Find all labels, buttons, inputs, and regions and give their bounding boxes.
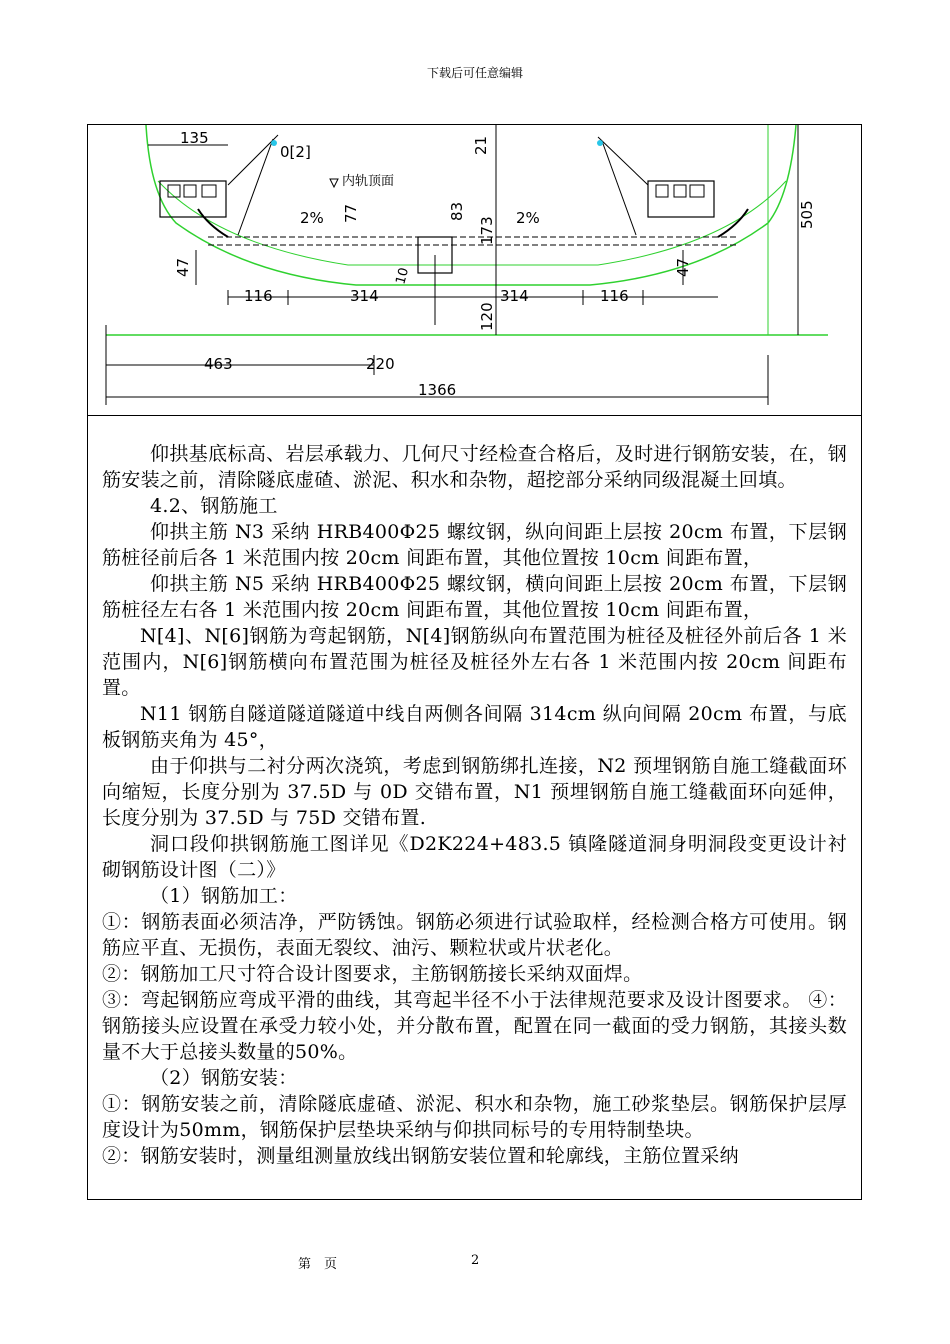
paragraph-4: 仰拱主筋 N5 采纳 HRB400Φ25 螺纹钢，横向间距上层按 20cm 布置，下层钢筋桩径左右各 1 米范围内按 20cm 间距布置，其他位置按 10cm 间距布置，	[102, 573, 847, 621]
cyan-mark-left	[271, 140, 277, 146]
label-463: 463	[204, 355, 233, 373]
ditch-left-box1	[168, 185, 180, 197]
label-173: 173	[478, 216, 496, 245]
paragraph-15: ②：钢筋安装时，测量组测量放线出钢筋安装位置和轮廓线，主筋位置采纳	[102, 1145, 739, 1167]
label-02: 0[2]	[280, 143, 311, 161]
page-number: 2	[471, 1253, 480, 1268]
cad-drawing	[88, 125, 861, 416]
paragraph-9: （1）钢筋加工：	[150, 885, 298, 907]
paragraph-10: ①：钢筋表面必须洁净，严防锈蚀。钢筋必须进行试验取样，经检测合格方可使用。钢筋应平直、无损伤，表面无裂纹、油污、颗粒状或片状老化。	[102, 911, 847, 959]
document-frame	[87, 124, 862, 1200]
label-116-right: 116	[600, 287, 629, 305]
cyan-mark-right	[597, 140, 603, 146]
paragraph-3: 仰拱主筋 N3 采纳 HRB400Φ25 螺纹钢，纵向间距上层按 20cm 布置，下层钢筋桩径前后各 1 米范围内按 20cm 间距布置，其他位置按 10cm 间距布置，	[102, 521, 847, 569]
paragraph-7: 由于仰拱与二衬分两次浇筑，考虑到钢筋绑扎连接，N2 预埋钢筋自施工缝截面环向缩短，长度分别为 37.5D 与 0D 交错布置，N1 预埋钢筋自施工缝截面环向延伸，长度分别为 37.5D 与 75D 交错布置.	[102, 755, 847, 829]
invert-top-line	[158, 181, 786, 265]
ditch-right-box3	[690, 185, 704, 197]
label-314-left: 314	[350, 287, 379, 305]
page-label: 第 页	[298, 1257, 338, 1272]
body-text	[88, 441, 861, 1169]
paragraph-2: 4.2、钢筋施工	[150, 495, 278, 517]
label-47-right: 47	[674, 257, 692, 277]
ditch-right-box1	[656, 185, 668, 197]
label-pct-left: 2%	[300, 209, 324, 227]
label-47-left: 47	[174, 257, 192, 277]
tunnel-outline	[146, 125, 796, 285]
tunnel-section-svg	[88, 125, 861, 415]
label-220: 220	[366, 355, 395, 373]
label-rail-top: 内轨顶面	[342, 174, 395, 189]
label-116-left: 116	[244, 287, 273, 305]
label-83: 83	[448, 201, 466, 221]
ditch-right-box2	[674, 185, 686, 197]
label-10: 10	[393, 266, 413, 287]
header-note: 下载后可任意编辑	[426, 66, 523, 80]
label-135: 135	[180, 129, 209, 147]
label-77: 77	[342, 203, 360, 223]
paragraph-8: 洞口段仰拱钢筋施工图详见《D2K224+483.5 镇隆隧道洞身明洞段变更设计衬砌钢筋设计图（二）》	[102, 833, 847, 881]
paragraph-12: ③：弯起钢筋应弯成平滑的曲线，其弯起半径不小于法律规范要求及设计图要求。 ④：钢筋接头应设置在承受力较小处，并分散布置，配置在同一截面的受力钢筋，其接头数量不大于总接头数量的50%。	[102, 989, 847, 1063]
leader-left-2	[238, 139, 273, 235]
paragraph-1: 仰拱基底标高、岩层承载力、几何尺寸经检查合格后，及时进行钢筋安装，在，钢筋安装之前，清除隧底虚碴、淤泥、积水和杂物，超挖部分采纳同级混凝土回填。	[102, 443, 847, 491]
label-pct-right: 2%	[516, 209, 540, 227]
paragraph-11: ②：钢筋加工尺寸符合设计图要求，主筋钢筋接长采纳双面焊。	[102, 963, 643, 985]
label-505: 505	[798, 200, 816, 229]
leader-left	[228, 135, 278, 185]
label-21: 21	[472, 135, 490, 155]
ditch-left-box3	[202, 185, 216, 197]
paragraph-6: N11 钢筋自隧道隧道隧道中线自两侧各间隔 314cm 纵向间隔 20cm 布置，与底板钢筋夹角为 45°，	[102, 703, 847, 751]
ditch-left-box2	[184, 185, 196, 197]
paragraph-14: ①：钢筋安装之前，清除隧底虚碴、淤泥、积水和杂物，施工砂浆垫层。钢筋保护层厚度设计为50mm，钢筋保护层垫块采纳与仰拱同标号的专用特制垫块。	[102, 1093, 847, 1141]
label-1366: 1366	[418, 381, 457, 399]
label-120: 120	[478, 302, 496, 331]
rail-top-marker	[330, 179, 338, 187]
paragraph-13: （2）钢筋安装：	[150, 1067, 298, 1089]
label-314-right: 314	[500, 287, 529, 305]
paragraph-5: N[4]、N[6]钢筋为弯起钢筋，N[4]钢筋纵向布置范围为桩径及桩径外前后各 1 米范围内，N[6]钢筋横向布置范围为桩径及桩径外左右各 1 米范围内按 20cm 间距布置。	[102, 625, 847, 699]
leader-right-2	[602, 141, 636, 235]
leader-right	[598, 137, 648, 185]
